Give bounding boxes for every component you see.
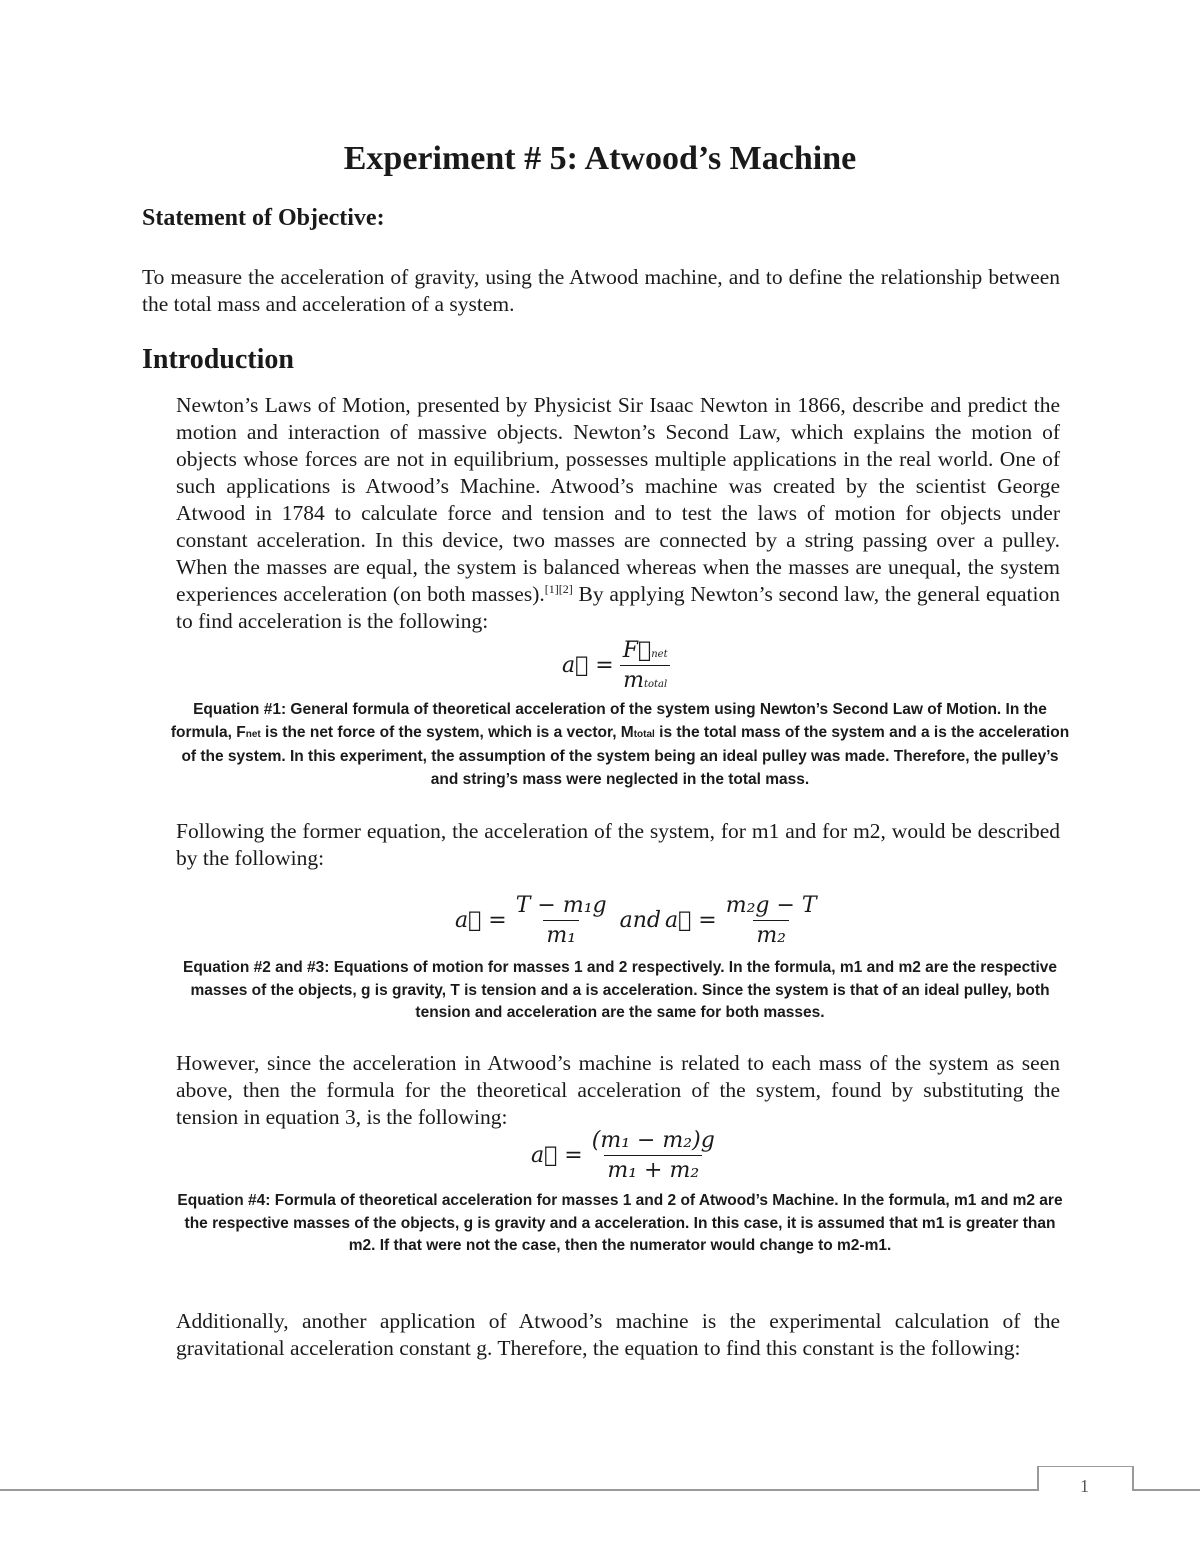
eq1-lhs: a⃗ =: [562, 653, 614, 678]
eq3-fraction: [723, 893, 820, 948]
eq3-numerator: m₂g − T: [725, 893, 817, 918]
objective-paragraph: To measure the acceleration of gravity, using the Atwood machine, and to define the relationship between the total mass and acceleration of a system.: [142, 265, 1060, 316]
eq4-denominator: m₁ + m₂: [604, 1155, 702, 1183]
equation-1-caption: Equation #1: General formula of theoretical acceleration of the system using Newton’s Second Law of Motion. In the formula, Fnet is the net force of the system, which is a vector, Mtotal is the total mass of the system and a is the acceleration of the system. In this experiment, the assumption of the system being an ideal pulley was made. Therefore, the pulley’s and string’s mass were neglected in the total mass.: [170, 701, 1070, 788]
equation-1: [562, 638, 677, 693]
equation-4: [531, 1128, 724, 1183]
introduction-heading: Introduction: [142, 344, 294, 375]
equation-4-caption: Equation #4: Formula of theoretical acceleration for masses 1 and 2 of Atwood’s Machine. In the formula, m1 and m2 are the respective masses of the objects, g is gravity and a acceleration. In this case, it is assumed that m1 is greater than m2. If that were not the case, then the numerator would change to m2-m1.: [177, 1192, 1063, 1254]
eq-and-word: and: [619, 908, 661, 933]
eq1-denominator: mtotal: [620, 665, 670, 693]
eq1-fraction: [620, 638, 671, 693]
document-title: Experiment # 5: Atwood’s Machine: [343, 140, 857, 177]
paragraph-2: Following the former equation, the acceleration of the system, for m1 and for m2, would be described by the following:: [176, 819, 1060, 870]
eq4-fraction: [589, 1128, 718, 1183]
intro-p1-end: By applying Newton’s second law, the general equation to find acceleration is the following:: [176, 582, 1060, 633]
eq3-lhs: a⃗ =: [664, 908, 717, 933]
page-number: 1: [1080, 1476, 1089, 1496]
eq3-denominator: m₂: [753, 920, 789, 948]
objective-heading: Statement of Objective:: [142, 205, 385, 231]
eq2-numerator: T − m₁g: [515, 893, 607, 918]
eq2-denominator: m₁: [543, 920, 579, 948]
equation-2-3-caption: Equation #2 and #3: Equations of motion for masses 1 and 2 respectively. In the formula, m1 and m2 are the respective masses of the objects, g is gravity, T is tension and a is acceleration. Since the system is that of an ideal pulley, both tension and acceleration are the same for both masses.: [183, 959, 1057, 1021]
intro-p1-text: Newton’s Laws of Motion, presented by Physicist Sir Isaac Newton in 1866, describe and predict the motion and interaction of massive objects. Newton’s Second Law, which explains the motion of objects whose forces are not in equilibrium, possesses multiple applications in the real world. One of such applications is Atwood’s Machine. Atwood’s machine was created by the scientist George Atwood in 1784 to calculate force and tension and to test the laws of motion for objects under constant acceleration. In this device, two masses are connected by a string passing over a pulley. When the masses are equal, the system is balanced whereas when the masses are unequal, the system experiences acceleration (on both masses).: [176, 393, 1060, 606]
eq4-lhs: a⃗ =: [531, 1143, 583, 1168]
citation-refs: [1][2]: [544, 581, 573, 596]
page-footer-line: [0, 1466, 1200, 1526]
eq2-fraction: [513, 893, 610, 948]
eq1-numerator: F⃗net: [622, 638, 668, 663]
paragraph-3: However, since the acceleration in Atwood’s machine is related to each mass of the system as seen above, then the formula for the theoretical acceleration of the system, found by substituting the tension in equation 3, is the following:: [176, 1051, 1060, 1129]
paragraph-4: Additionally, another application of Atwood’s machine is the experimental calculation of the gravitational acceleration constant g. Therefore, the equation to find this constant is the following:: [176, 1309, 1060, 1360]
eq4-numerator: (m₁ − m₂)g: [591, 1128, 715, 1153]
eq2-lhs: a⃗ =: [455, 908, 507, 933]
equation-2-3: [455, 893, 826, 948]
intro-paragraph-1: [176, 392, 1060, 635]
